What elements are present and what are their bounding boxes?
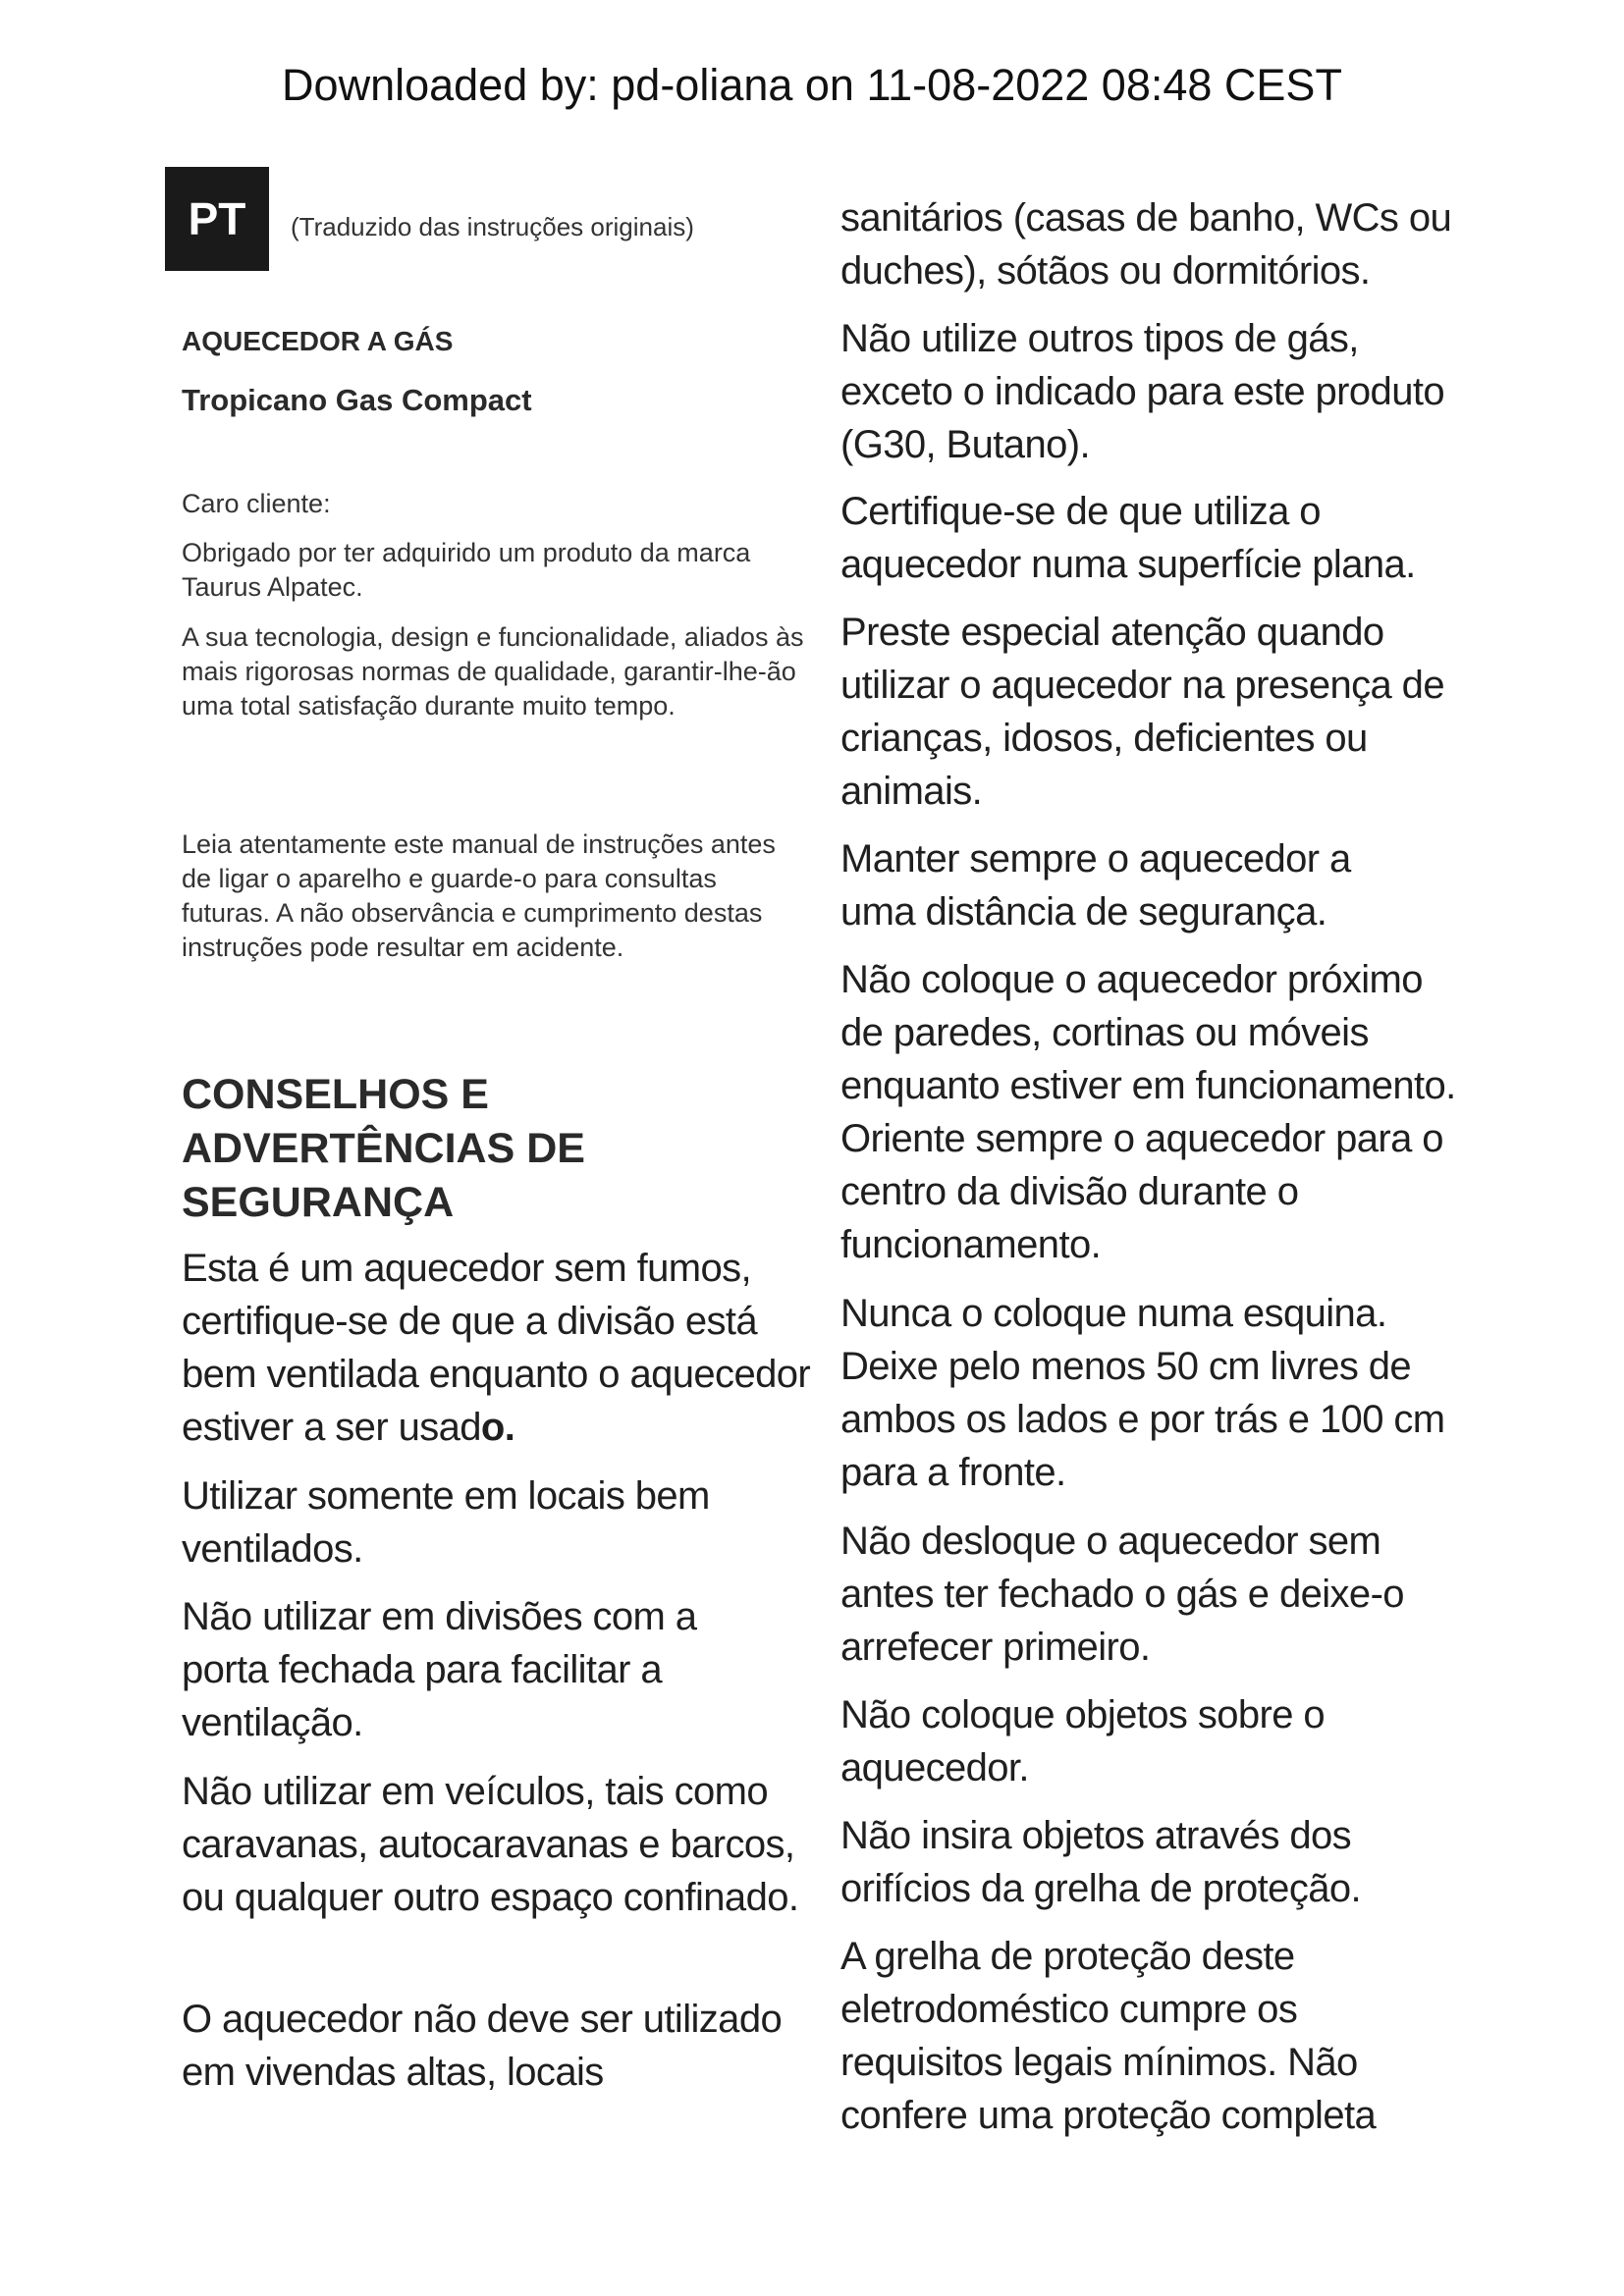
product-type: AQUECEDOR A GÁS	[182, 326, 454, 356]
product-name: Tropicano Gas Compact	[182, 383, 532, 417]
intro-thanks: Obrigado por ter adquirido um produto da marca Taurus Alpatec.	[182, 538, 751, 602]
intro-greeting: Caro cliente:	[182, 489, 331, 518]
safety-left-paragraph-1	[182, 1242, 830, 1454]
safety-left-paragraph-4: Não utilizar em veículos, tais como caravanas, autocaravanas e barcos, ou qualquer outro espaço confinado.	[182, 1770, 799, 1919]
download-watermark: Downloaded by: pd-oliana on 11-08-2022 08:48 CEST	[282, 60, 1342, 110]
safety-right-paragraph-2: Não utilize outros tipos de gás, exceto o indicado para este produto (G30, Butano).	[840, 317, 1444, 466]
safety-right-paragraph-7: Nunca o coloque numa esquina. Deixe pelo menos 50 cm livres de ambos os lados e por trás e 100 cm para a fronte.	[840, 1292, 1445, 1494]
safety-right-paragraph-10: Não insira objetos através dos orifícios da grelha de proteção.	[840, 1814, 1362, 1910]
safety-left-p1-text: Esta é um aquecedor sem fumos, certifique-se de que a divisão está bem ventilada enquanto o aquecedor estiver a ser usad	[182, 1247, 811, 1449]
safety-right-paragraph-8: Não desloque o aquecedor sem antes ter fechado o gás e deixe-o arrefecer primeiro.	[840, 1520, 1404, 1669]
safety-right-paragraph-4: Preste especial atenção quando utilizar o aquecedor na presença de crianças, idosos, deficientes ou animais.	[840, 611, 1444, 813]
intro-read-manual: Leia atentamente este manual de instruções antes de ligar o aparelho e guarde-o para consultas futuras. A não observância e cumprimento destas instruções pode resultar em acidente.	[182, 829, 776, 962]
safety-left-paragraph-5: O aquecedor não deve ser utilizado em vivendas altas, locais	[182, 1998, 783, 2094]
safety-right-paragraph-3: Certifique-se de que utiliza o aquecedor numa superfície plana.	[840, 490, 1416, 586]
safety-right-paragraph-1: sanitários (casas de banho, WCs ou duches), sótãos ou dormitórios.	[840, 196, 1452, 293]
language-code: PT	[188, 193, 246, 244]
intro-technology: A sua tecnologia, design e funcionalidade, aliados às mais rigorosas normas de qualidade, garantir-lhe-ão uma total satisfação durante muito tempo.	[182, 622, 804, 721]
safety-right-paragraph-6: Não coloque o aquecedor próximo de paredes, cortinas ou móveis enquanto estiver em funcionamento. Oriente sempre o aquecedor para o centro da divisão durante o funcionamento.	[840, 958, 1456, 1266]
translated-note: (Traduzido das instruções originais)	[291, 212, 694, 241]
safety-heading: CONSELHOS E ADVERTÊNCIAS DE SEGURANÇA	[182, 1071, 585, 1226]
safety-left-paragraph-3: Não utilizar em divisões com a porta fechada para facilitar a ventilação.	[182, 1595, 697, 1744]
safety-right-paragraph-5: Manter sempre o aquecedor a uma distância de segurança.	[840, 837, 1351, 934]
safety-left-paragraph-2: Utilizar somente em locais bem ventilados.	[182, 1474, 710, 1571]
safety-right-paragraph-11: A grelha de proteção deste eletrodoméstico cumpre os requisitos legais mínimos. Não confere uma proteção completa	[840, 1935, 1377, 2137]
safety-right-paragraph-9: Não coloque objetos sobre o aquecedor.	[840, 1693, 1326, 1789]
safety-left-p1-bold-end: o.	[480, 1406, 515, 1449]
language-badge	[165, 167, 269, 271]
